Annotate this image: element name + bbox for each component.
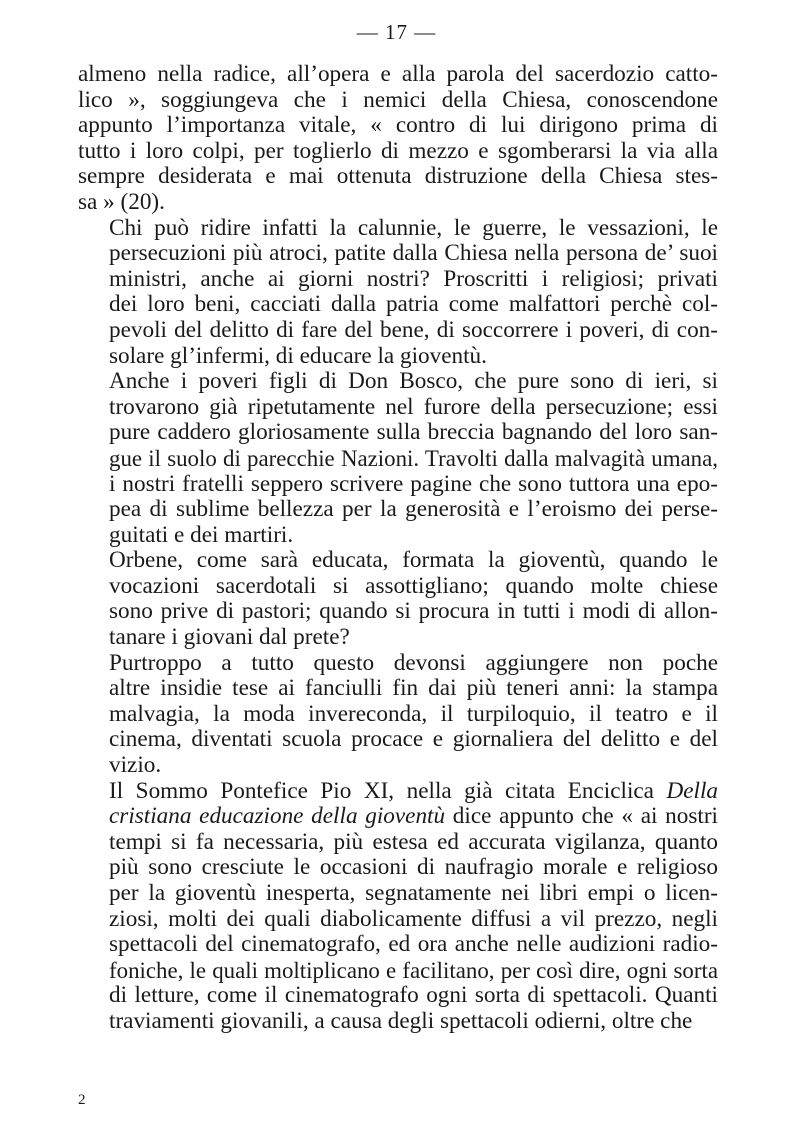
text-line: altre insidie tese ai fanciulli fin dai più teneri anni: la stampa: [109, 675, 718, 702]
paragraph: [78, 216, 718, 370]
text-line: malvagia, la moda invereconda, il turpiloquio, il teatro e il: [109, 700, 718, 727]
text-line: cinema, diventati scuola procace e giornaliera del delitto e del: [109, 726, 718, 753]
text-line: trovarono già ripetutamente nel furore della persecuzione; essi: [109, 393, 718, 420]
text-line: Purtroppo a tutto questo devonsi aggiungere non poche: [109, 649, 718, 676]
paragraph: [78, 62, 718, 216]
paragraph: [78, 369, 718, 548]
text-line: vizio.: [109, 752, 162, 779]
text-line: traviamenti giovanili, a causa degli spettacoli odierni, oltre che: [109, 1007, 693, 1034]
signature-mark: 2: [78, 1092, 86, 1108]
text-line: solare gl’infermi, di educare la gioventù.: [109, 342, 487, 369]
text-line: ministri, anche ai giorni nostri? Proscritti i religiosi; privati: [109, 265, 718, 292]
text-line: almeno nella radice, all’opera e alla parola del sacerdozio catto-: [78, 61, 718, 87]
text-line: pea di sublime bellezza per la generosità e l’eroismo dei perse-: [109, 496, 718, 523]
text-line: i nostri fratelli seppero scrivere pagine che sono tuttora una epo-: [109, 470, 718, 497]
text-line: foniche, le quali moltiplicano e facilitano, per così dire, ogni sorta: [109, 957, 718, 983]
text-line: per la gioventù inesperta, segnatamente nei libri empi o licen-: [109, 880, 718, 906]
body-text: [78, 62, 718, 1035]
text-line: vocazioni sacerdotali si assottigliano; quando molte chiese: [109, 572, 718, 599]
text-line: sempre desiderata e mai ottenuta distruzione della Chiesa stes-: [78, 163, 718, 190]
text-line: cristiana educazione della gioventù dice appunto che « ai nostri: [109, 803, 718, 830]
text-line: appunto l’importanza vitale, « contro di lui dirigono prima di: [78, 112, 718, 139]
text-line: di letture, come il cinematografo ogni sorta di spettacoli. Quanti: [109, 982, 718, 1009]
paragraph: [78, 651, 718, 779]
text-line: sa » (20).: [78, 188, 165, 215]
text-line: Il Sommo Pontefice Pio XI, nella già citata Enciclica Della: [109, 777, 718, 804]
page-number: — 17 —: [356, 20, 437, 44]
text-line: Orbene, come sarà educata, formata la gioventù, quando le: [109, 547, 718, 574]
text-line: tempi si fa necessaria, più estesa ed accurata vigilanza, quanto: [109, 828, 718, 855]
text-line: più sono cresciute le occasioni di naufragio morale e religioso: [109, 854, 718, 881]
text-line: pure caddero gloriosamente sulla breccia bagnando del loro san-: [109, 419, 718, 446]
text-line: persecuzioni più atroci, patite dalla Chiesa nella persona de’ suoi: [109, 240, 718, 267]
text-line: Anche i poveri figli di Don Bosco, che pure sono di ieri, si: [109, 368, 718, 395]
text-line: spettacoli del cinematografo, ed ora anche nelle audizioni radio-: [109, 931, 718, 958]
text-line: guitati e dei martiri.: [109, 521, 294, 548]
text-line: pevoli del delitto di fare del bene, di soccorrere i poveri, di con-: [109, 316, 718, 343]
text-line: ziosi, molti dei quali diabolicamente diffusi a vil prezzo, negli: [109, 905, 718, 932]
text-line: lico », soggiungeva che i nemici della Chiesa, conoscendone: [78, 86, 718, 113]
text-line: gue il suolo di parecchie Nazioni. Travolti dalla malvagità umana,: [109, 445, 718, 471]
text-line: sono prive di pastori; quando si procura in tutti i modi di allon-: [109, 598, 718, 625]
text-line: Chi può ridire infatti la calunnie, le guerre, le vessazioni, le: [109, 214, 718, 241]
text-line: dei loro beni, cacciati dalla patria come malfattori perchè col-: [109, 291, 718, 318]
text-line: tanare i giovani dal prete?: [109, 624, 350, 651]
paragraph: [78, 779, 718, 1035]
text-line: tutto i loro colpi, per toglierlo di mezzo e sgomberarsi la via alla: [78, 137, 718, 164]
paragraph: [78, 548, 718, 650]
